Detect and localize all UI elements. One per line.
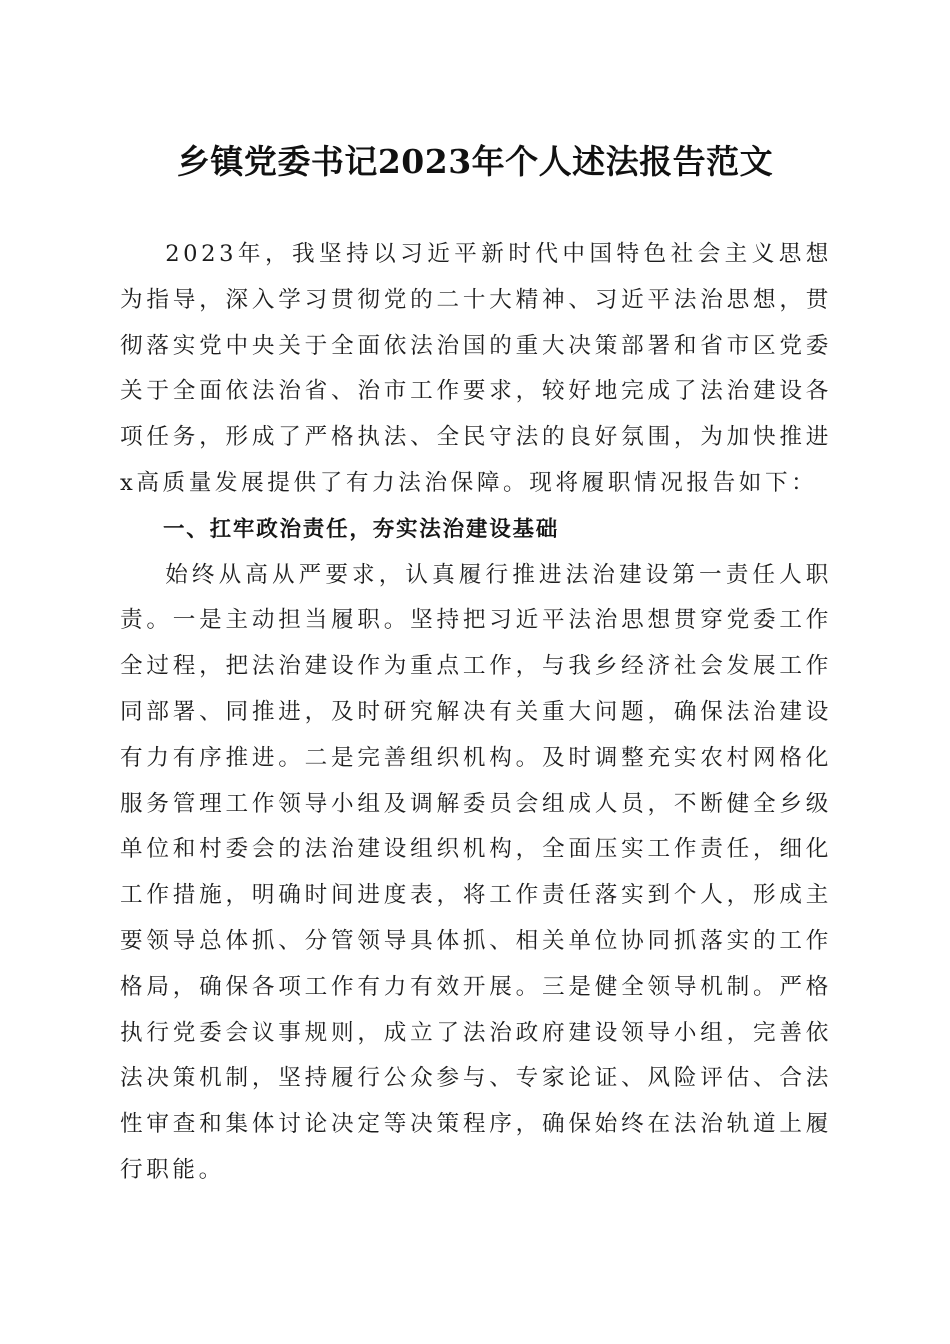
section-1-paragraph: 始终从高从严要求，认真履行推进法治建设第一责任人职责。一是主动担当履职。坚持把习近平法治思想贯穿党委工作全过程，把法治建设作为重点工作，与我乡经济社会发展工作同部署、同推进，及时研究解决有关重大问题，确保法治建设有力有序推进。二是完善组织机构。及时调整充实农村网格化服务管理工作领导小组及调解委员会组成人员，不断健全乡级单位和村委会的法治建设组织机构，全面压实工作责任，细化工作措施，明确时间进度表，将工作责任落实到个人，形成主要领导总体抓、分管领导具体抓、相关单位协同抓落实的工作格局，确保各项工作有力有效开展。三是健全领导机制。严格执行党委会议事规则，成立了法治政府建设领导小组，完善依法决策机制，坚持履行公众参与、专家论证、风险评估、合法性审查和集体讨论决定等决策程序，确保始终在法治轨道上履行职能。 — [120, 561, 832, 1183]
document-title: 乡镇党委书记2023年个人述法报告范文 — [176, 142, 774, 181]
section-1-heading: 一、扛牢政治责任，夯实法治建设基础 — [163, 516, 560, 542]
intro-paragraph: 2023年，我坚持以习近平新时代中国特色社会主义思想为指导，深入学习贯彻党的二十大精神、习近平法治思想，贯彻落实党中央关于全面依法治国的重大决策部署和省市区党委关于全面依法治省、治市工作要求，较好地完成了法治建设各项任务，形成了严格执法、全民守法的良好氛围，为加快推进x高质量发展提供了有力法治保障。现将履职情况报告如下： — [120, 241, 832, 496]
document-body — [120, 232, 832, 1194]
